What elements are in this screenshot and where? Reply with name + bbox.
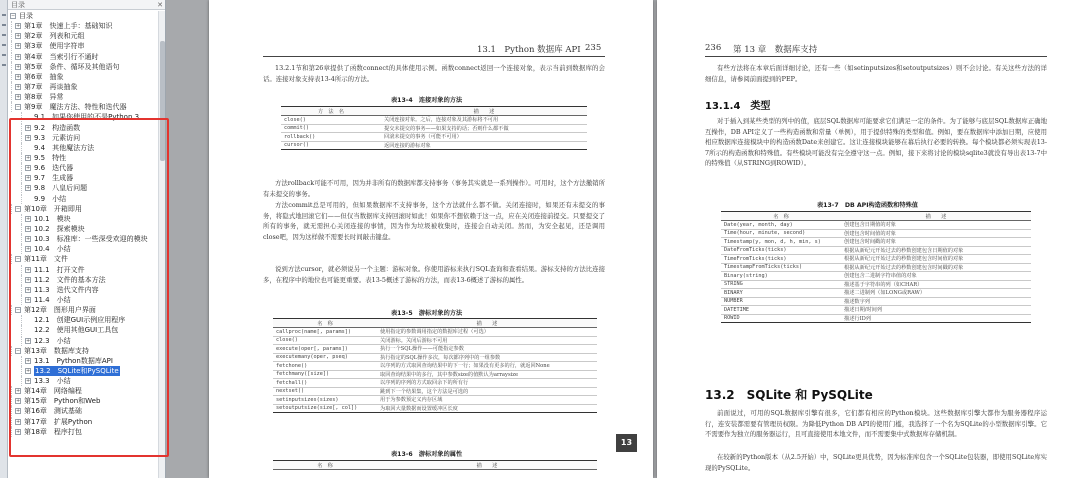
toolbar-tick: [2, 34, 6, 36]
bookmark-section[interactable]: [8, 265, 158, 275]
bookmark-section[interactable]: [8, 315, 158, 325]
expand-icon[interactable]: +: [16, 398, 21, 405]
collapse-icon[interactable]: −: [16, 347, 21, 354]
bookmark-section[interactable]: [8, 194, 158, 204]
expand-icon[interactable]: +: [16, 388, 21, 395]
expand-icon[interactable]: +: [26, 185, 31, 192]
table-caption: 表13-7 DB API构造函数和特殊值: [817, 202, 918, 209]
bookmark-label: 9.1 如果你使用的不是Python 3: [34, 113, 140, 122]
tree-guide-line: [21, 133, 22, 143]
section-title: 13.1.4 类型: [705, 101, 771, 112]
scrollbar-thumb[interactable]: [160, 41, 165, 161]
table-cell-name: ROWID: [721, 314, 841, 323]
table-row: [273, 362, 597, 371]
bookmark-chapter[interactable]: [8, 254, 158, 264]
bookmark-label: 第11章 文件: [24, 255, 68, 264]
expand-icon[interactable]: +: [16, 83, 21, 90]
tree-guide-line: [21, 285, 22, 295]
expand-icon[interactable]: +: [26, 215, 31, 222]
table-header: 名 称: [721, 212, 841, 221]
bookmark-label: 12.1 创建GUI示例应用程序: [34, 316, 126, 325]
bookmark-label: 10.1 模块: [34, 214, 71, 223]
table-header: 名 称: [273, 461, 377, 470]
bookmark-label: 第5章 条件、循环及其他语句: [24, 62, 120, 71]
bookmark-section[interactable]: [8, 224, 158, 234]
table-header: 描 述: [377, 461, 597, 470]
table-header: 描 述: [377, 319, 597, 328]
bookmark-label: 第6章 抽象: [24, 72, 64, 81]
collapse-icon[interactable]: −: [16, 307, 21, 314]
bookmark-section[interactable]: [8, 376, 158, 386]
tree-guide-line: [21, 173, 22, 183]
bookmark-label: 第3章 使用字符串: [24, 42, 85, 51]
expand-icon[interactable]: +: [16, 428, 21, 435]
table-row: [721, 272, 1031, 281]
table-cell-description: 描述基于字符串的列（如CHAR）: [841, 280, 1031, 289]
table-cell-name: close(): [273, 336, 377, 345]
table-row: [273, 379, 597, 388]
table-row: [721, 306, 1031, 315]
bookmark-chapter[interactable]: [8, 52, 158, 62]
header-rule: [263, 56, 605, 57]
table-cell-name: Date(year, month, day): [721, 221, 841, 230]
expand-icon[interactable]: +: [16, 53, 21, 60]
bookmark-chapter[interactable]: [8, 417, 158, 427]
bookmark-section[interactable]: [8, 325, 158, 335]
table-cell-description: 取回查询结果中的多行，其中参数size的值默认为arraysize: [377, 370, 597, 379]
table-row: [273, 370, 597, 379]
collapse-icon[interactable]: −: [16, 205, 21, 212]
bookmark-label: 第2章 列表和元组: [24, 32, 85, 41]
bookmark-section[interactable]: [8, 295, 158, 305]
expand-icon[interactable]: +: [26, 124, 31, 131]
expand-icon[interactable]: +: [26, 378, 31, 385]
bookmark-label: 第16章 测试基础: [24, 407, 82, 416]
table-cell-name: rollback(): [281, 133, 381, 142]
tree-guide-line: [21, 143, 22, 153]
expand-icon[interactable]: +: [26, 154, 31, 161]
header-rule: [705, 56, 1047, 57]
bookmark-section[interactable]: [8, 163, 158, 173]
expand-icon[interactable]: +: [16, 23, 21, 30]
bookmark-label: 第15章 Python和Web: [24, 397, 101, 406]
tree-guide-line: [11, 72, 12, 82]
table-cell-name: cursor(): [281, 141, 381, 150]
tree-guide-line: [11, 346, 12, 356]
table-row: [721, 314, 1031, 323]
table-cell-description: 用于为参数预定义内存区域: [377, 396, 597, 405]
table-13-6: [273, 460, 597, 470]
table-cell-description: 关闭游标。关闭后游标不可用: [377, 336, 597, 345]
tree-guide-line: [21, 153, 22, 163]
bookmark-label: 目录: [19, 12, 33, 20]
expand-icon[interactable]: +: [16, 418, 21, 425]
tree-guide-line: [11, 92, 12, 102]
bookmark-label: 12.2 使用其他GUI工具包: [34, 326, 119, 335]
paragraph: 前面说过，可用的SQL数据库引擎有很多，它们都有相应的Python模块。这些数据库引擎大都作为服务器程序运行，连安装都需要有管理员权限。为降低Python DB API的使用门槛，我选择了一个名为SQLite的小型数据库引擎。它不需要作为独立的服务器运行，且可直接使用本地文件，而不需要集中式数据库存储机制。: [705, 409, 1047, 439]
bookmark-label: 10.3 标准库：一些深受欢迎的模块: [34, 235, 148, 244]
collapse-icon[interactable]: −: [16, 256, 21, 263]
table-cell-name: Time(hour, minute, second): [721, 229, 841, 238]
table-cell-description: 回滚未提交的事务（可能不可用）: [381, 133, 587, 142]
bookmark-chapter[interactable]: [8, 102, 158, 112]
table-cell-description: 创建包含二进制字符串值的对象: [841, 272, 1031, 281]
bookmark-label: 9.2 构造函数: [34, 123, 81, 132]
table-cell-description: 执行指定的SQL操作多次，每次都序列中的一组参数: [377, 353, 597, 362]
bookmark-label: 第7章 再谈抽象: [24, 82, 78, 91]
tree-guide-line: [11, 62, 12, 72]
bookmark-label: 10.2 探索模块: [34, 224, 85, 233]
table-row: [273, 404, 597, 413]
expand-icon[interactable]: +: [26, 367, 31, 374]
paragraph: 说到方法cursor，就必须说另一个主题：游标对象。你使用游标来执行SQL查询和查看结果。游标支持的方法比连接多，在程序中的地位也可能更重要。表13-5概述了游标的方法，而表13-6概述了游标的属性。: [263, 265, 605, 284]
expand-icon[interactable]: +: [26, 236, 31, 243]
tree-guide-line: [21, 325, 22, 335]
table-row: [281, 133, 587, 142]
table-caption: 表13-4 连接对象的方法: [391, 97, 463, 104]
bookmark-label: 第13章 数据库支持: [24, 346, 89, 355]
expand-icon[interactable]: +: [26, 276, 31, 283]
tree-guide-line: [11, 254, 12, 264]
bookmark-section[interactable]: [8, 173, 158, 183]
bookmark-label: 9.8 八皇后问题: [34, 184, 88, 193]
table-cell-name: TimestampFromTicks(ticks): [721, 263, 841, 272]
tree-guide-line: [21, 194, 22, 204]
tree-guide-line: [21, 336, 22, 346]
expand-icon[interactable]: +: [26, 286, 31, 293]
paragraph: 方法commit总是可用的，但如果数据库不支持事务，这个方法就什么都不做。关闭连接时，如果还有未提交的事务，将隐式地回滚它们——但仅当数据库支持回滚时如此！如果你不想依赖于这一点，应在关闭连接前提交。只要提交了所有的事务，就无需担心关闭连接的事情，因为作为垃圾被收集时，连接会自动关闭。然而，为安全起见，还是调用close吧，因为这样做不需要长时间敲击键盘。: [263, 201, 605, 241]
table-cell-name: setinputsizes(sizes): [273, 396, 377, 405]
bookmark-section[interactable]: [8, 275, 158, 285]
bookmark-section[interactable]: [8, 285, 158, 295]
bookmark-section[interactable]: [8, 336, 158, 346]
table-cell-description: 描述日期/时间列: [841, 306, 1031, 315]
table-cell-description: 描述数字列: [841, 297, 1031, 306]
table-row: [721, 255, 1031, 264]
page-header-section: 13.1 Python 数据库 API: [477, 45, 581, 55]
table-cell-description: 根据从新纪元开始过去的秒数创建包含时间戳的对象: [841, 263, 1031, 272]
table-row: [721, 289, 1031, 298]
paragraph: 有些方法将在本章后面详细讨论，还有一些（如setinputsizes和setoutputsizes）则不会讨论。有关这些方法的详细信息，请参阅前面提到的PEP。: [705, 64, 1047, 83]
bookmark-section[interactable]: [8, 244, 158, 254]
bookmarks-panel-header: [8, 0, 166, 10]
bookmark-tree: [8, 11, 158, 437]
table-row: [281, 141, 587, 150]
bookmark-label: 9.7 生成器: [34, 174, 74, 183]
expand-icon[interactable]: +: [26, 165, 31, 172]
tree-guide-line: [21, 315, 22, 325]
bookmark-chapter[interactable]: [8, 31, 158, 41]
bookmark-label: 11.4 小结: [34, 295, 71, 304]
table-row: [273, 345, 597, 354]
bookmark-label: 12.3 小结: [34, 336, 71, 345]
table-row: [273, 328, 597, 337]
tree-guide-line: [11, 52, 12, 62]
bookmark-chapter[interactable]: [8, 427, 158, 437]
bookmark-label: 9.3 元素访问: [34, 133, 81, 142]
tree-guide-line: [11, 41, 12, 51]
bookmark-label: 9.4 其他魔法方法: [34, 143, 95, 152]
bookmark-section[interactable]: [8, 214, 158, 224]
table-row: [721, 263, 1031, 272]
table-cell-name: executemany(oper, pseq): [273, 353, 377, 362]
close-icon[interactable]: ✕: [157, 1, 163, 9]
table-row: [721, 221, 1031, 230]
table-header: 名 称: [273, 319, 377, 328]
page-header-chapter: 第 13 章 数据库支持: [733, 45, 818, 55]
table-cell-name: nextset(): [273, 387, 377, 396]
section-title: 13.2 SQLite 和 PySQLite: [705, 388, 873, 402]
bookmark-label: 9.6 迭代器: [34, 164, 74, 173]
bookmark-chapter[interactable]: [8, 386, 158, 396]
bookmark-chapter[interactable]: [8, 204, 158, 214]
bookmark-label: 第9章 魔法方法、特性和迭代器: [24, 103, 127, 112]
tree-guide-line: [21, 244, 22, 254]
bookmark-label: 第17章 扩展Python: [24, 417, 93, 426]
table-cell-description: 创建包含时间戳的对象: [841, 238, 1031, 247]
paragraph: 对于插入到某些类型的列中的值，底层SQL数据库可能要求它们满足一定的条件。为了能够与底层SQL数据库正确地互操作，DB API定义了一些构造函数和常量（单例），用于提供特殊的类型和值。例如，要在数据库中添加日期，应使用相应数据库连接模块中的构造函数Date来创建它。这让连接模块能够在幕后执行必要的转换。每个模块都必须实现表13-7所示的构造函数和特殊值。有些模块可能没有完全遵守这一点。例如，接下来将讨论的模块sqlite3就没有导出表13-7中的特殊值（从STRING到ROWID）。: [705, 117, 1047, 168]
table-row: [273, 396, 597, 405]
expand-icon[interactable]: +: [16, 94, 21, 101]
table-header: 方 法 名: [281, 107, 381, 116]
bookmark-label: 13.3 小结: [34, 377, 71, 386]
table-cell-description: 关闭连接对象。之后，连接对象及其游标将不可用: [381, 116, 587, 125]
table-header: 描 述: [381, 107, 587, 116]
tree-guide-line: [21, 224, 22, 234]
bookmark-section[interactable]: [8, 153, 158, 163]
bookmark-label: 第10章 开箱即用: [24, 204, 82, 213]
table-cell-description: 创建包含日期值的对象: [841, 221, 1031, 230]
table-cell-description: 描述行ID列: [841, 314, 1031, 323]
tree-guide-line: [11, 417, 12, 427]
expand-icon[interactable]: +: [26, 225, 31, 232]
table-caption: 表13-5 游标对象的方法: [391, 310, 463, 317]
paragraph: 在较新的Python版本（从2.5开始）中，SQLite更具优势，因为标准库包含一个SQLite包装器，即使用SQLite库实现的PySQLite。: [705, 453, 1047, 472]
table-row: [721, 246, 1031, 255]
bookmark-section[interactable]: [8, 143, 158, 153]
table-13-5: [273, 318, 597, 413]
toolbar-tick: [2, 24, 6, 26]
table-cell-description: 以序列的序列的方式取回余下的所有行: [377, 379, 597, 388]
tree-guide-line: [11, 31, 12, 41]
bookmark-section[interactable]: [8, 123, 158, 133]
tree-guide-line: [21, 112, 22, 122]
table-13-4: [281, 106, 587, 150]
tree-guide-line: [11, 305, 12, 315]
bookmark-label: 第8章 异常: [24, 93, 64, 102]
tree-guide-line: [21, 356, 22, 366]
tree-guide-line: [21, 163, 22, 173]
table-13-7: [721, 211, 1031, 323]
bookmark-label: 10.4 小结: [34, 245, 71, 254]
tree-guide-line: [11, 396, 12, 406]
tree-guide-line: [21, 295, 22, 305]
bookmark-label: 第18章 程序打包: [24, 427, 82, 436]
page-number: 236: [705, 43, 722, 53]
table-cell-description: 使用指定的参数调用指定的数据库过程（可选）: [377, 328, 597, 337]
tree-guide-line: [11, 102, 12, 112]
bookmark-chapter[interactable]: [8, 21, 158, 31]
table-cell-name: DateFromTicks(ticks): [721, 246, 841, 255]
bookmark-root[interactable]: [8, 11, 158, 21]
bookmark-label: 13.2 SQLite和PySQLite: [35, 366, 119, 375]
table-cell-description: 为取回大量数据而设置缓冲区长度: [377, 404, 597, 413]
table-cell-name: commit(): [281, 124, 381, 133]
chapter-tab: 13: [616, 434, 637, 452]
expand-icon[interactable]: +: [26, 296, 31, 303]
bookmark-chapter[interactable]: [8, 82, 158, 92]
page-236: [657, 0, 1080, 478]
bookmark-label: 11.2 文件的基本方法: [34, 275, 106, 284]
expand-icon[interactable]: +: [26, 175, 31, 182]
table-cell-name: DATETIME: [721, 306, 841, 315]
bookmark-label: 9.5 特性: [34, 153, 67, 162]
toolbar-tick: [2, 44, 6, 46]
table-cell-name: STRING: [721, 280, 841, 289]
tree-guide-line: [21, 275, 22, 285]
table-row: [721, 280, 1031, 289]
table-cell-name: setoutputsize(size[, col]): [273, 404, 377, 413]
table-cell-name: close(): [281, 116, 381, 125]
tree-guide-line: [11, 427, 12, 437]
expand-icon[interactable]: +: [26, 246, 31, 253]
bookmark-label: 13.1 Python数据库API: [34, 356, 113, 365]
bookmark-chapter[interactable]: [8, 346, 158, 356]
table-cell-description: 执行一个SQL操作——可能指定参数: [377, 345, 597, 354]
table-row: [281, 124, 587, 133]
table-cell-name: execute(oper[, params]): [273, 345, 377, 354]
collapse-icon[interactable]: −: [16, 104, 21, 111]
tree-guide-line: [21, 376, 22, 386]
page-number: 235: [585, 43, 602, 53]
page-235: [209, 0, 653, 478]
tree-guide-line: [11, 21, 12, 31]
table-row: [721, 297, 1031, 306]
bookmark-label: 11.1 打开文件: [34, 265, 85, 274]
bookmark-section[interactable]: [8, 112, 158, 122]
expand-icon[interactable]: +: [26, 357, 31, 364]
table-cell-name: callproc(name[, params]): [273, 328, 377, 337]
bookmark-label: 第1章 快速上手：基础知识: [24, 22, 113, 31]
tree-guide-line: [21, 183, 22, 193]
bookmark-label: 第4章 当索引行不通时: [24, 52, 99, 61]
toolbar-tick: [2, 14, 6, 16]
bookmark-chapter[interactable]: [8, 41, 158, 51]
bookmark-section[interactable]: [8, 183, 158, 193]
expand-icon[interactable]: +: [26, 134, 31, 141]
table-cell-name: fetchall(): [273, 379, 377, 388]
table-cell-name: NUMBER: [721, 297, 841, 306]
table-row: [721, 229, 1031, 238]
bookmark-label: 11.3 迭代文件内容: [34, 285, 99, 294]
bookmark-label: 9.9 小结: [34, 194, 67, 203]
expand-icon[interactable]: +: [16, 43, 21, 50]
table-cell-description: 跳到下一个结果集，这个方法是可选的: [377, 387, 597, 396]
table-cell-description: 创建包含时间值的对象: [841, 229, 1031, 238]
tree-guide-line: [21, 366, 22, 376]
bookmark-chapter[interactable]: [8, 396, 158, 406]
table-row: [273, 353, 597, 362]
expand-icon[interactable]: +: [26, 337, 31, 344]
bookmark-section[interactable]: [8, 133, 158, 143]
tree-guide-line: [11, 82, 12, 92]
toolbar-tick: [2, 64, 6, 66]
bookmark-chapter[interactable]: [8, 72, 158, 82]
bookmark-label: 第14章 网络编程: [24, 387, 82, 396]
bookmark-section[interactable]: [8, 234, 158, 244]
tree-guide-line: [11, 406, 12, 416]
table-row: [721, 238, 1031, 247]
bookmarks-panel-title: 目录: [11, 1, 25, 9]
toolbar-tick: [2, 54, 6, 56]
vertical-scrollbar[interactable]: [158, 11, 166, 478]
expand-icon[interactable]: +: [16, 63, 21, 70]
table-cell-description: 根据从新纪元开始过去的秒数创建包含时间值的对象: [841, 255, 1031, 264]
navigation-toolbar: [0, 0, 8, 478]
tree-guide-line: [11, 204, 12, 214]
bookmark-label: 第12章 图形用户界面: [24, 306, 96, 315]
bookmark-section[interactable]: [8, 356, 158, 366]
table-cell-name: fetchmany([size]): [273, 370, 377, 379]
bookmark-section[interactable]: [8, 366, 158, 376]
table-cell-description: 提交未提交的事务——如果支持的话；否则什么都不做: [381, 124, 587, 133]
table-row: [273, 336, 597, 345]
table-cell-name: Binary(string): [721, 272, 841, 281]
bookmark-chapter[interactable]: [8, 92, 158, 102]
paragraph: 13.2.1节和第26章提供了函数connect的具体使用示例。函数connect返回一个连接对象，表示当前到数据库的会话。连接对象支持表13-4所示的方法。: [263, 64, 605, 83]
table-cell-description: 根据从新纪元开始过去的秒数创建包含日期值的对象: [841, 246, 1031, 255]
table-row: [273, 387, 597, 396]
table-header: 描 述: [841, 212, 1031, 221]
table-cell-description: 以序列的方式取回查询结果中的下一行；如果没有更多的行，就返回None: [377, 362, 597, 371]
expand-icon[interactable]: +: [16, 408, 21, 415]
tree-guide-line: [21, 123, 22, 133]
bookmark-chapter[interactable]: [8, 406, 158, 416]
tree-guide-line: [11, 386, 12, 396]
expand-icon[interactable]: +: [16, 33, 21, 40]
collapse-icon[interactable]: −: [11, 13, 16, 19]
table-cell-description: 返回连接的游标对象: [381, 141, 587, 150]
expand-icon[interactable]: +: [16, 73, 21, 80]
tree-guide-line: [21, 234, 22, 244]
table-cell-name: TimeFromTicks(ticks): [721, 255, 841, 264]
paragraph: 方法rollback可能不可用，因为并非所有的数据库都支持事务（事务其实就是一系列操作）。可用时，这个方法撤销所有未提交的事务。: [263, 179, 605, 198]
bookmarks-panel: [8, 0, 166, 478]
table-cell-name: BINARY: [721, 289, 841, 298]
tree-guide-line: [21, 265, 22, 275]
expand-icon[interactable]: +: [26, 266, 31, 273]
tree-guide-line: [21, 214, 22, 224]
table-cell-name: fetchone(): [273, 362, 377, 371]
bookmark-chapter[interactable]: [8, 62, 158, 72]
table-caption: 表13-6 游标对象的属性: [391, 451, 463, 458]
table-cell-name: Timestamp(y, mon, d, h, min, s): [721, 238, 841, 247]
table-cell-description: 描述二进制列（如LONG或RAW）: [841, 289, 1031, 298]
bookmark-chapter[interactable]: [8, 305, 158, 315]
table-row: [281, 116, 587, 125]
